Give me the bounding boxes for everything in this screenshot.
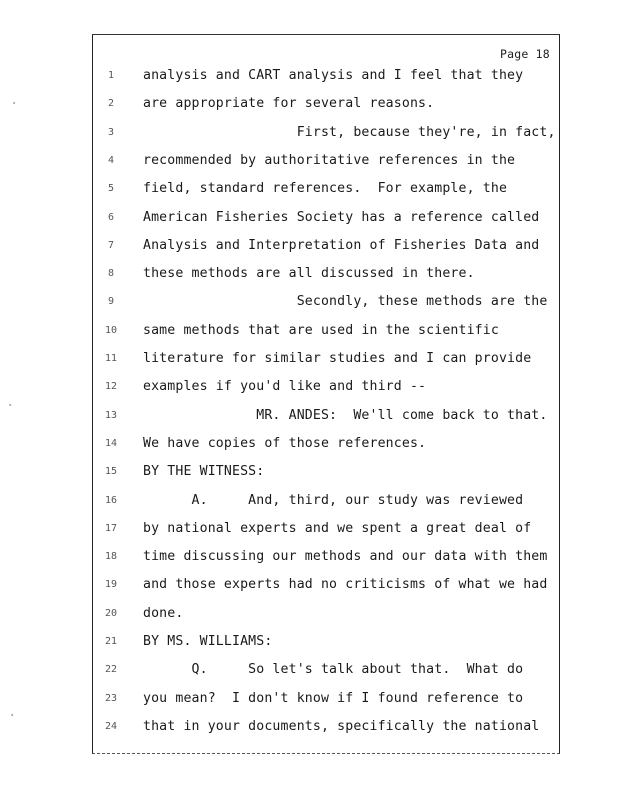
transcript-line-text: by national experts and we spent a great deal of [143, 520, 532, 536]
line-number: 14 [104, 437, 118, 449]
transcript-line-text: American Fisheries Society has a reference called [143, 209, 540, 225]
transcript-line-text: field, standard references. For example, the [143, 181, 508, 197]
line-number: 5 [107, 183, 115, 195]
transcript-line-text: done. [143, 605, 184, 621]
line-number: 2 [107, 98, 115, 110]
line-number: 12 [104, 381, 118, 393]
line-number: 11 [104, 353, 118, 364]
line-number: 20 [104, 607, 118, 619]
margin-mark: · [8, 708, 17, 724]
transcript-line-text: these methods are all discussed in there. [143, 266, 475, 282]
transcript-line-text: same methods that are used in the scientific [143, 322, 499, 338]
transcript-line-text: and those experts had no criticisms of what we had [143, 577, 548, 593]
line-number: 21 [104, 636, 118, 647]
line-number: 15 [104, 466, 118, 478]
transcript-line-text: recommended by authoritative references in the [143, 152, 516, 168]
transcript-line-text: We have copies of those references. [143, 435, 427, 451]
transcript-line-text: A. And, third, our study was reviewed [143, 492, 524, 508]
transcript-line-text: BY THE WITNESS: [143, 464, 265, 480]
line-number: 6 [107, 211, 115, 223]
transcript-line-text: analysis and CART analysis and I feel that they [143, 68, 524, 83]
line-number: 3 [107, 126, 115, 138]
transcript-line-text: Q. So let's talk about that. What do [143, 662, 524, 678]
transcript-line-text: you mean? I don't know if I found reference to [143, 690, 524, 706]
transcript-line-text: that in your documents, specifically the national [143, 718, 540, 734]
margin-mark: · [10, 96, 19, 112]
line-number: 9 [107, 296, 115, 308]
line-number: 16 [104, 494, 118, 506]
line-number: 17 [104, 522, 118, 534]
transcript-line-text: examples if you'd like and third -- [143, 379, 427, 395]
line-number: 13 [104, 409, 118, 421]
page-number-label: Page 18 [500, 47, 550, 61]
transcript-line-text: literature for similar studies and I can provide [143, 351, 532, 366]
margin-mark: · [6, 398, 15, 414]
line-number: 1 [107, 70, 115, 81]
transcript-line-text: BY MS. WILLIAMS: [143, 634, 273, 649]
transcript-line-text: time discussing our methods and our data with them [143, 549, 548, 565]
line-number: 7 [107, 239, 115, 251]
line-number: 18 [104, 551, 118, 563]
line-number: 10 [104, 324, 118, 336]
transcript-line-text: are appropriate for several reasons. [143, 96, 435, 112]
line-number: 22 [104, 664, 118, 676]
transcript-line-text: MR. ANDES: We'll come back to that. [143, 407, 548, 423]
line-number: 23 [104, 692, 118, 704]
line-number: 19 [104, 579, 118, 591]
transcript-line-text: First, because they're, in fact, [143, 124, 556, 140]
line-number: 8 [107, 268, 115, 280]
transcript-line-text: Secondly, these methods are the [143, 294, 548, 310]
line-number: 24 [104, 720, 118, 732]
line-number: 4 [107, 154, 115, 166]
transcript-line-text: Analysis and Interpretation of Fisheries Data and [143, 237, 540, 253]
